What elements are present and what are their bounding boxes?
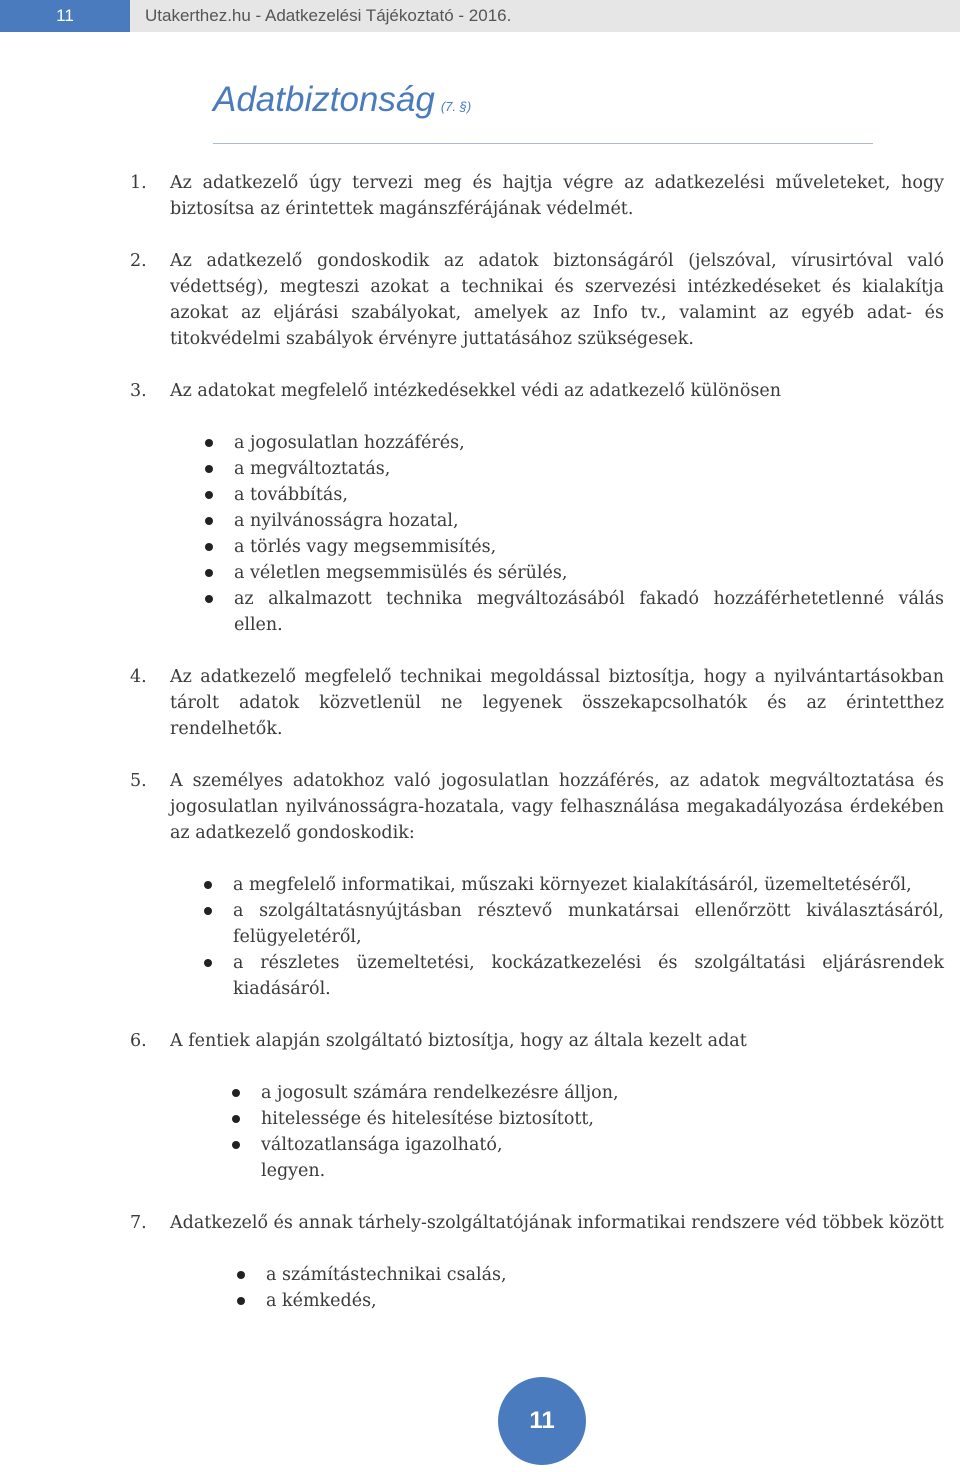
heading-divider	[213, 143, 873, 144]
list-item: a megfelelő informatikai, műszaki környezet kialakításáról, üzemeltetéséről,	[233, 872, 944, 898]
list-tail-text: legyen.	[261, 1161, 326, 1181]
list-item: a jogosult számára rendelkezésre álljon,	[261, 1080, 944, 1106]
numbered-item-6	[0, 1028, 960, 1054]
item-text: Az adatokat megfelelő intézkedésekkel védi az adatkezelő különösen	[170, 381, 781, 401]
item-text: A személyes adatokhoz való jogosulatlan hozzáférés, az adatok megváltoztatása és jogosulatlan nyilvánosságra-hozatala, vagy felhasználása megakadályozása érdekében az adatkezelő gondoskodik:	[170, 771, 944, 843]
item-number: 5.	[130, 771, 147, 791]
page-header	[0, 0, 960, 32]
item-number: 3.	[130, 381, 147, 401]
item-text: A fentiek alapján szolgáltató biztosítja, hogy az általa kezelt adat	[170, 1031, 747, 1051]
numbered-item-2	[0, 248, 960, 352]
list-item: a részletes üzemeltetési, kockázatkezelési és szolgáltatási eljárásrendek kiadásáról.	[233, 950, 944, 1002]
numbered-item-7	[0, 1210, 960, 1236]
list-item: változatlansága igazolható,	[261, 1132, 944, 1158]
list-item: az alkalmazott technika megváltozásából fakadó hozzáférhetetlenné válás ellen.	[234, 586, 944, 638]
list-item: a továbbítás,	[234, 482, 944, 508]
list-item: a szolgáltatásnyújtásban résztevő munkatársai ellenőrzött kiválasztásáról, felügyeletéről,	[233, 898, 944, 950]
document-body	[0, 170, 960, 1314]
header-page-number: 11	[0, 0, 130, 32]
bullet-list-7	[266, 1262, 944, 1314]
numbered-item-1	[0, 170, 960, 222]
item-number: 2.	[130, 251, 147, 271]
item-text: Az adatkezelő gondoskodik az adatok biztonságáról (jelszóval, vírusirtóval való védettség), megteszi azokat a technikai és szervezési intézkedéseket és kialakítja azokat az eljárási szabályokat, amelyek az Info tv., valamint az egyéb adat- és titokvédelmi szabályok érvényre juttatásához szükségesek.	[170, 251, 944, 349]
list-item: a megváltoztatás,	[234, 456, 944, 482]
section-ref: (7. §)	[440, 99, 472, 114]
item-text: Adatkezelő és annak tárhely-szolgáltatójának informatikai rendszere véd többek között	[170, 1213, 944, 1233]
item-text: Az adatkezelő megfelelő technikai megoldással biztosítja, hogy a nyilvántartásokban tárolt adatok közvetlenül ne legyenek összekapcsolhatók és az érintetthez rendelhetők.	[170, 667, 944, 739]
item-number: 7.	[130, 1213, 147, 1233]
section-title: Adatbiztonság	[213, 80, 435, 119]
page-number-badge: 11	[498, 1377, 586, 1465]
bullet-list-3	[234, 430, 944, 638]
item-number: 6.	[130, 1031, 147, 1051]
list-item: a véletlen megsemmisülés és sérülés,	[234, 560, 944, 586]
list-item: a törlés vagy megsemmisítés,	[234, 534, 944, 560]
list-item: a jogosulatlan hozzáférés,	[234, 430, 944, 456]
numbered-item-3	[0, 378, 960, 404]
list-item: a nyilvánosságra hozatal,	[234, 508, 944, 534]
numbered-item-4	[0, 664, 960, 742]
item-number: 4.	[130, 667, 147, 687]
list-item: a kémkedés,	[266, 1288, 944, 1314]
header-title: Utakerthez.hu - Adatkezelési Tájékoztató - 2016.	[145, 6, 512, 25]
list-item: hitelessége és hitelesítése biztosított,	[261, 1106, 944, 1132]
item-text: Az adatkezelő úgy tervezi meg és hajtja végre az adatkezelési műveleteket, hogy biztosítsa az érintettek magánszférájának védelmét.	[170, 173, 944, 219]
item-number: 1.	[130, 173, 147, 193]
bullet-list-5	[233, 872, 944, 1002]
bullet-list-6	[261, 1080, 944, 1158]
list-item: a számítástechnikai csalás,	[266, 1262, 944, 1288]
numbered-item-5	[0, 768, 960, 846]
section-heading	[213, 80, 471, 120]
